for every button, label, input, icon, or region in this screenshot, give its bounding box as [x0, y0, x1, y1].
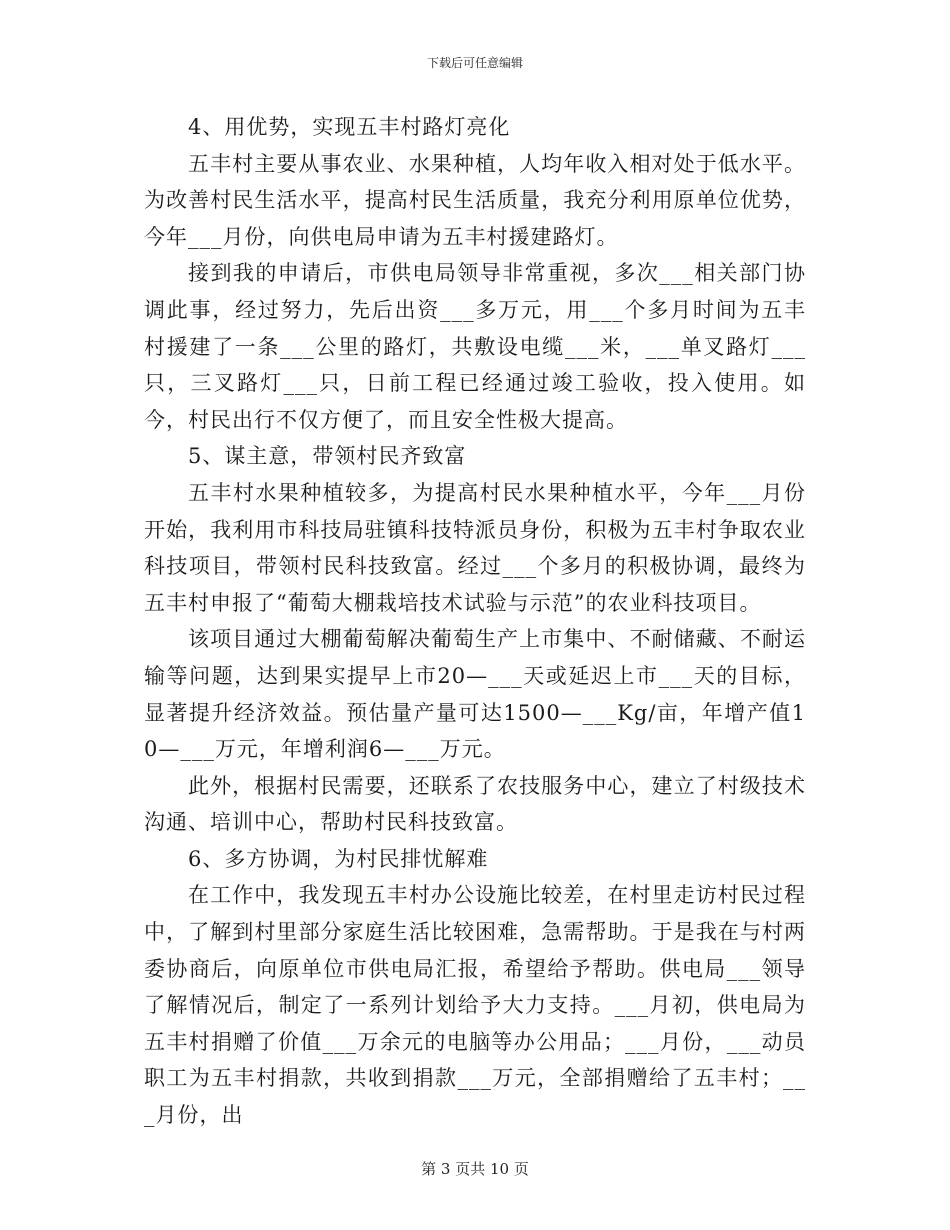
section-heading-6: 6、多方协调，为村民排忧解难 — [188, 846, 489, 871]
page-footer: 第 3 页共 10 页 — [421, 1160, 529, 1178]
document-body — [144, 109, 806, 1134]
paragraph: 在工作中，我发现五丰村办公设施比较差，在村里走访村民过程中，了解到村里部分家庭生活比较困难，急需帮助。于是我在与村两委协商后，向原单位市供电局汇报，希望给予帮助。供电局___领导了解情况后，制定了一系列计划给予大力支持。___月初，供电局为五丰村捐赠了价值___万余元的电脑等办公用品；___月份，___动员职工为五丰村捐款，共收到捐款___万元，全部捐赠给了五丰村；___月份，出 — [144, 883, 806, 1128]
paragraph: 接到我的申请后，市供电局领导非常重视，多次___相关部门协调此事，经过努力，先后出资___多万元，用___个多月时间为五丰村援建了一条___公里的路灯，共敷设电缆___米，___单叉路灯___只，三叉路灯___只，日前工程已经通过竣工验收，投入使用。如今，村民出行不仅方便了，而且安全性极大提高。 — [144, 261, 806, 432]
paragraph: 五丰村主要从事农业、水果种植，人均年收入相对处于低水平。为改善村民生活水平，提高村民生活质量，我充分利用原单位优势，今年___月份，向供电局申请为五丰村援建路灯。 — [144, 151, 806, 249]
page-header: 下载后可任意编辑 — [426, 56, 523, 70]
section-heading-5: 5、谋主意，带领村民齐致富 — [188, 444, 467, 469]
paragraph: 五丰村水果种植较多，为提高村民水果种植水平，今年___月份开始，我利用市科技局驻镇科技特派员身份，积极为五丰村争取农业科技项目，带领村民科技致富。经过___个多月的积极协调，最终为五丰村申报了“葡萄大棚栽培技术试验与示范”的农业科技项目。 — [144, 480, 806, 615]
paragraph: 该项目通过大棚葡萄解决葡萄生产上市集中、不耐储藏、不耐运输等问题，达到果实提早上市20—___天或延迟上市___天的目标，显著提升经济效益。预估量产量可达1500—___Kg/亩，年增产值10—___万元，年增利润6—___万元。 — [144, 627, 806, 762]
paragraph: 此外，根据村民需要，还联系了农技服务中心，建立了村级技术沟通、培训中心，帮助村民科技致富。 — [144, 773, 806, 835]
section-heading-4: 4、用优势，实现五丰村路灯亮化 — [188, 115, 511, 139]
